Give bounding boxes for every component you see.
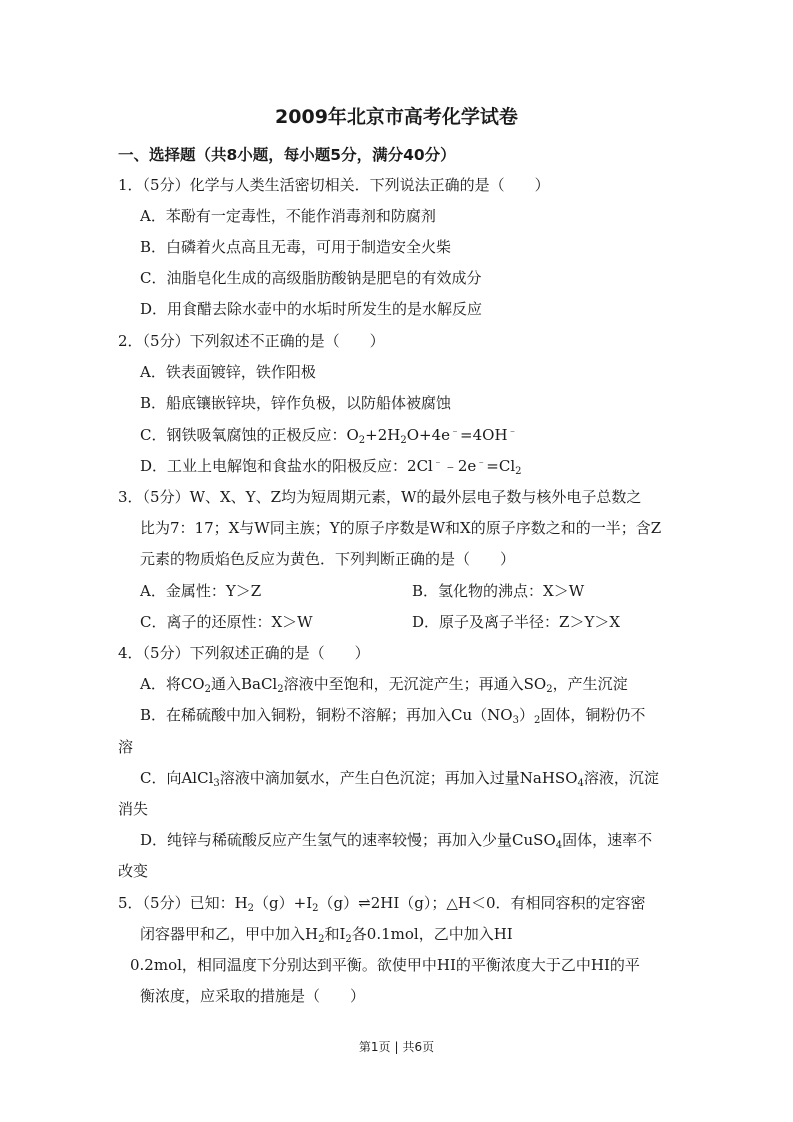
- question-3-stem: 比为7：17；X与W同主族；Y的原子序数是W和X的原子序数之和的一半；含Z: [140, 519, 662, 537]
- question-4-option-c-continued: 消失: [118, 800, 149, 818]
- question-1-option-a: A．苯酚有一定毒性，不能作消毒剂和防腐剂: [140, 207, 436, 225]
- footer-separator: |: [394, 1040, 399, 1054]
- question-2-option-a: A．铁表面镀锌，铁作阳极: [140, 363, 316, 381]
- question-2-option-d: D．工业上电解饱和食盐水的阳极反应：$2Cl^﹣﹣2e^﹣=Cl_2$: [140, 457, 522, 477]
- question-1-option-b: B．白磷着火点高且无毒，可用于制造安全火柴: [140, 238, 452, 256]
- question-2-option-b: B．船底镶嵌锌块，锌作负极，以防船体被腐蚀: [140, 394, 452, 412]
- question-2-stem: 2．（5分）下列叙述不正确的是（ ）: [118, 332, 385, 350]
- question-3-option-c: C．离子的还原性：X＞W: [140, 613, 313, 631]
- question-4-option-b-continued: 溶: [118, 738, 134, 756]
- question-5-stem: 闭容器甲和乙，甲中加入$H_2$和$I_2$各0.1mol，乙中加入HI: [140, 925, 513, 945]
- question-4-option-c: C．向AlCl$_3$溶液中滴加氨水，产生白色沉淀；再加入过量NaHSO$_4$溶液，沉淀: [140, 769, 659, 789]
- question-3-option-a: A．金属性：Y＞Z: [140, 582, 262, 600]
- question-5-stem: 衡浓度，应采取的措施是（ ）: [140, 987, 366, 1005]
- question-1-option-d: D．用食醋去除水壶中的水垢时所发生的是水解反应: [140, 300, 483, 318]
- question-2-option-c: C．钢铁吸氧腐蚀的正极反应：$O_2+2H_2O+4e^﹣=4OH^﹣$: [140, 426, 518, 446]
- section-heading: 一、选择题（共8小题，每小题5分，满分40分）: [118, 146, 456, 164]
- question-4-option-d-continued: 改变: [118, 862, 149, 880]
- question-3-stem: 3．（5分）W、X、Y、Z均为短周期元素，W的最外层电子数与核外电子总数之: [118, 488, 642, 506]
- question-3-option-b: B．氢化物的沸点：X＞W: [412, 582, 585, 600]
- question-4-option-a: A．将$CO_2$通入BaCl$_2$溶液中至饱和，无沉淀产生；再通入$SO_2$，产生沉淀: [140, 675, 628, 695]
- question-1-stem: 1．（5分）化学与人类生活密切相关．下列说法正确的是（ ）: [118, 176, 550, 194]
- question-3-option-d: D．原子及离子半径：Z＞Y＞X: [412, 613, 621, 631]
- question-1-option-c: C．油脂皂化生成的高级脂肪酸钠是肥皂的有效成分: [140, 269, 482, 287]
- page-footer: [0, 1038, 793, 1056]
- question-4-stem: 4．（5分）下列叙述正确的是（ ）: [118, 644, 370, 662]
- question-5-stem: 0.2mol，相同温度下分别达到平衡。欲使甲中HI的平衡浓度大于乙中HI的平: [130, 956, 640, 974]
- page-number: 第1页: [358, 1040, 391, 1054]
- question-3-stem: 元素的物质焰色反应为黄色．下列判断正确的是（ ）: [140, 550, 516, 568]
- question-4-option-b: B．在稀硫酸中加入铜粉，铜粉不溶解；再加入$Cu(NO_3)_2$固体，铜粉仍不: [140, 706, 646, 726]
- page-total: 共6页: [402, 1040, 435, 1054]
- page-title: 2009年北京市高考化学试卷: [275, 106, 518, 128]
- question-4-option-d: D．纯锌与稀硫酸反应产生氢气的速率较慢；再加入少量CuSO$_4$固体，速率不: [140, 831, 653, 851]
- question-5-stem: 5．（5分）已知：$H_2(g)+I_2(g)\rightleftharpoons 2HI(g)$；△H＜0．有相同容积的定容密: [118, 894, 646, 914]
